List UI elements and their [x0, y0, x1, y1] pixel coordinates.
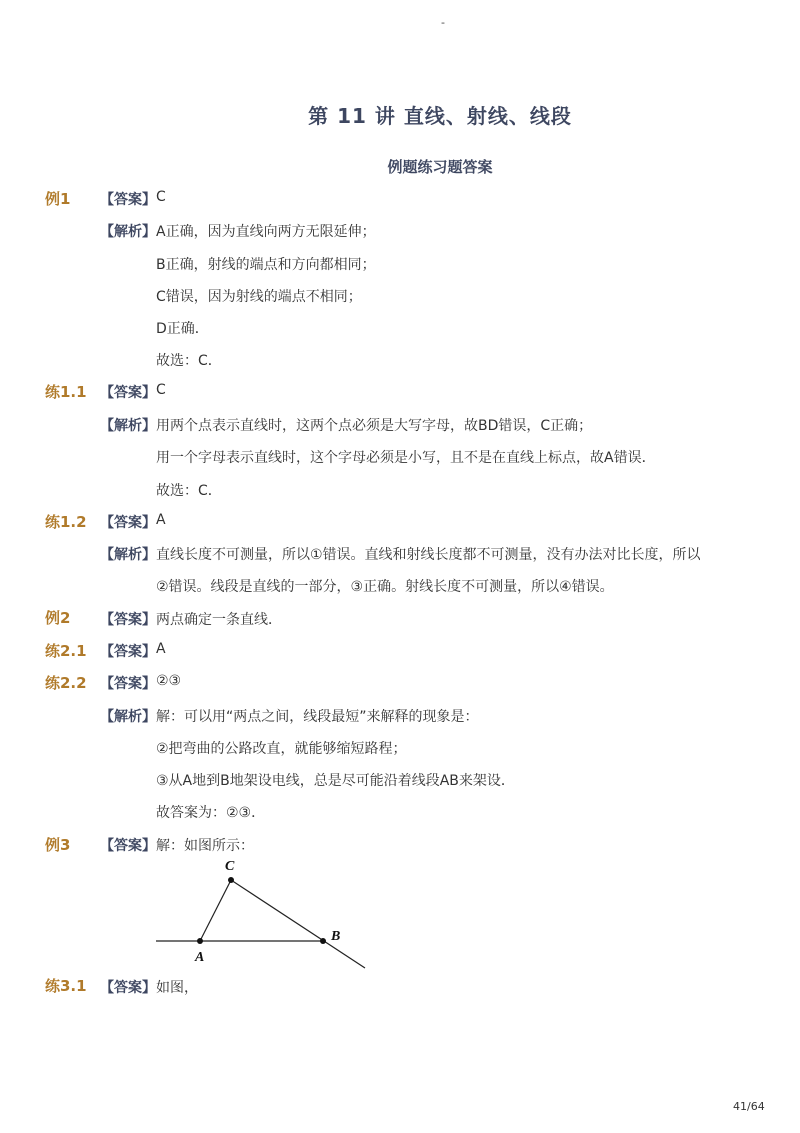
ray-cb — [231, 880, 365, 968]
item-number: 例2 — [45, 609, 71, 627]
analysis-line: 故答案为：②③． — [156, 805, 266, 821]
item-number: 练2.1 — [45, 642, 87, 660]
item-number: 练1.2 — [45, 513, 87, 531]
item-number: 例1 — [45, 190, 71, 208]
point-b — [320, 938, 326, 944]
label-a: A — [195, 950, 205, 965]
page-number: 41/64 — [733, 1100, 765, 1113]
analysis-tag: 【解析】 — [100, 224, 156, 240]
point-c — [228, 877, 234, 883]
page-title: 第 11 讲 直线、射线、线段 — [308, 104, 572, 128]
item-number: 练1.1 — [45, 383, 87, 401]
label-c: C — [225, 859, 235, 874]
answer-tag: 【答案】 — [100, 515, 156, 531]
geometry-figure — [150, 852, 380, 974]
answer-text: 如图， — [156, 980, 198, 996]
analysis-tag: 【解析】 — [100, 709, 156, 725]
analysis-line: ③从A地到B地架设电线，总是尽可能沿着线段AB来架设． — [156, 773, 515, 789]
answer-text: A — [156, 641, 166, 657]
answer-tag: 【答案】 — [100, 612, 156, 628]
point-a — [197, 938, 203, 944]
answer-text: C — [156, 189, 166, 205]
analysis-line: C错误，因为射线的端点不相同； — [156, 289, 362, 305]
answer-tag: 【答案】 — [100, 385, 156, 401]
analysis-line: ②错误。线段是直线的一部分，③正确。射线长度不可测量，所以④错误。 — [156, 579, 614, 595]
answer-text: ②③ — [156, 673, 182, 689]
analysis-tag: 【解析】 — [100, 418, 156, 434]
item-number: 例3 — [45, 836, 71, 854]
answer-tag: 【答案】 — [100, 192, 156, 208]
answer-tag: 【答案】 — [100, 980, 156, 996]
analysis-tag: 【解析】 — [100, 547, 156, 563]
analysis-line: 直线长度不可测量，所以①错误。直线和射线长度都不可测量，没有办法对比长度，所以 — [156, 547, 701, 563]
answer-tag: 【答案】 — [100, 644, 156, 660]
analysis-line: 故选：C． — [156, 353, 222, 369]
item-number: 练2.2 — [45, 674, 87, 692]
analysis-line: 故选：C． — [156, 483, 222, 499]
analysis-line: A正确，因为直线向两方无限延伸； — [156, 224, 376, 240]
answer-text: 两点确定一条直线． — [156, 612, 282, 628]
header-mark: - — [441, 16, 445, 29]
answer-tag: 【答案】 — [100, 676, 156, 692]
answer-text: C — [156, 382, 166, 398]
analysis-line: B正确，射线的端点和方向都相同； — [156, 257, 376, 273]
item-number: 练3.1 — [45, 977, 87, 995]
page-subtitle: 例题练习题答案 — [387, 158, 493, 176]
answer-text: A — [156, 512, 166, 528]
analysis-line: ②把弯曲的公路改直，就能够缩短路程； — [156, 741, 407, 757]
analysis-line: 用一个字母表示直线时，这个字母必须是小写，且不是在直线上标点，故A错误． — [156, 450, 656, 466]
label-b: B — [331, 929, 341, 944]
analysis-line: 解：可以用“两点之间，线段最短”来解释的现象是： — [156, 709, 479, 725]
answer-tag: 【答案】 — [100, 838, 156, 854]
answer-text: 解：如图所示： — [156, 838, 254, 854]
segment-ac — [200, 880, 231, 941]
analysis-line: D正确． — [156, 321, 209, 337]
analysis-line: 用两个点表示直线时，这两个点必须是大写字母，故BD错误，C正确； — [156, 418, 593, 434]
